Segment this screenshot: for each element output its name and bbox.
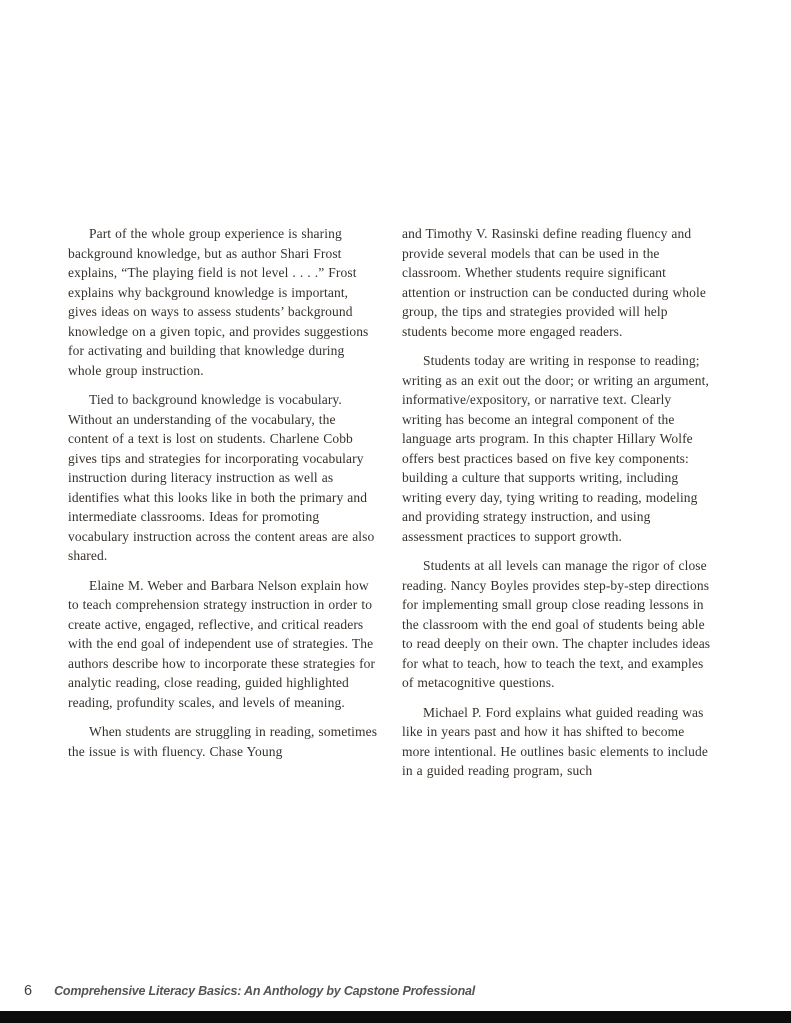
paragraph: Students today are writing in response to reading; writing as an exit out the door; or writing an argument, informative/expository, or narrative text. Clearly writing has become an integral component of the language arts program. In this chapter Hillary Wolfe offers best practices based on five key components: building a culture that supports writing, including writing every day, tying writing to reading, modeling and providing strategy instruction, and using assessment practices to support growth. [402,353,709,544]
paragraph: Elaine M. Weber and Barbara Nelson explain how to teach comprehension strategy instruction in order to create active, engaged, reflective, and critical readers with the end goal of independent use of strategies. The authors describe how to incorporate these strategies for analytic reading, close reading, guided highlighted reading, profundity scales, and levels of meaning. [68,577,376,710]
right-column [402,224,712,791]
paragraph: and Timothy V. Rasinski define reading fluency and provide several models that can be used in the classroom. Whether students require significant attention or instruction can be conducted during whole group, the tips and strategies provided will help students become more engaged readers. [402,226,706,339]
left-column [68,224,378,791]
running-footer-book-title: Comprehensive Literacy Basics: An Anthology by Capstone Professional [54,984,476,998]
paragraph: Tied to background knowledge is vocabulary. Without an understanding of the vocabulary, the content of a text is lost on students. Charlene Cobb gives tips and strategies for incorporating vocabulary instruction during literacy instruction as well as identifies what this looks like in both the primary and intermediate classrooms. Ideas for promoting vocabulary instruction across the content areas are also shared. [68,392,375,563]
page-number: 6 [24,983,33,999]
paragraph: Michael P. Ford explains what guided reading was like in years past and how it has shifted to become more intentional. He outlines basic elements to include in a guided reading program, such [402,704,708,778]
paragraph: Part of the whole group experience is sharing background knowledge, but as author Shari Frost explains, “The playing field is not level . . . .” Frost explains why background knowledge is important, gives ideas on ways to assess students’ background knowledge on a given topic, and provides suggestions for activating and building that knowledge during whole group instruction. [68,226,369,378]
page-footer [24,983,475,999]
paragraph: Students at all levels can manage the rigor of close reading. Nancy Boyles provides step-by-step directions for implementing small group close reading lessons in the classroom with the end goal of students being able to read deeply on their own. The chapter includes ideas for what to teach, how to teach the text, and examples of metacognitive questions. [402,558,711,690]
paragraph: When students are struggling in reading, sometimes the issue is with fluency. Chase Young [68,724,378,759]
body-text [68,224,712,791]
scan-edge-bar [0,1011,791,1023]
